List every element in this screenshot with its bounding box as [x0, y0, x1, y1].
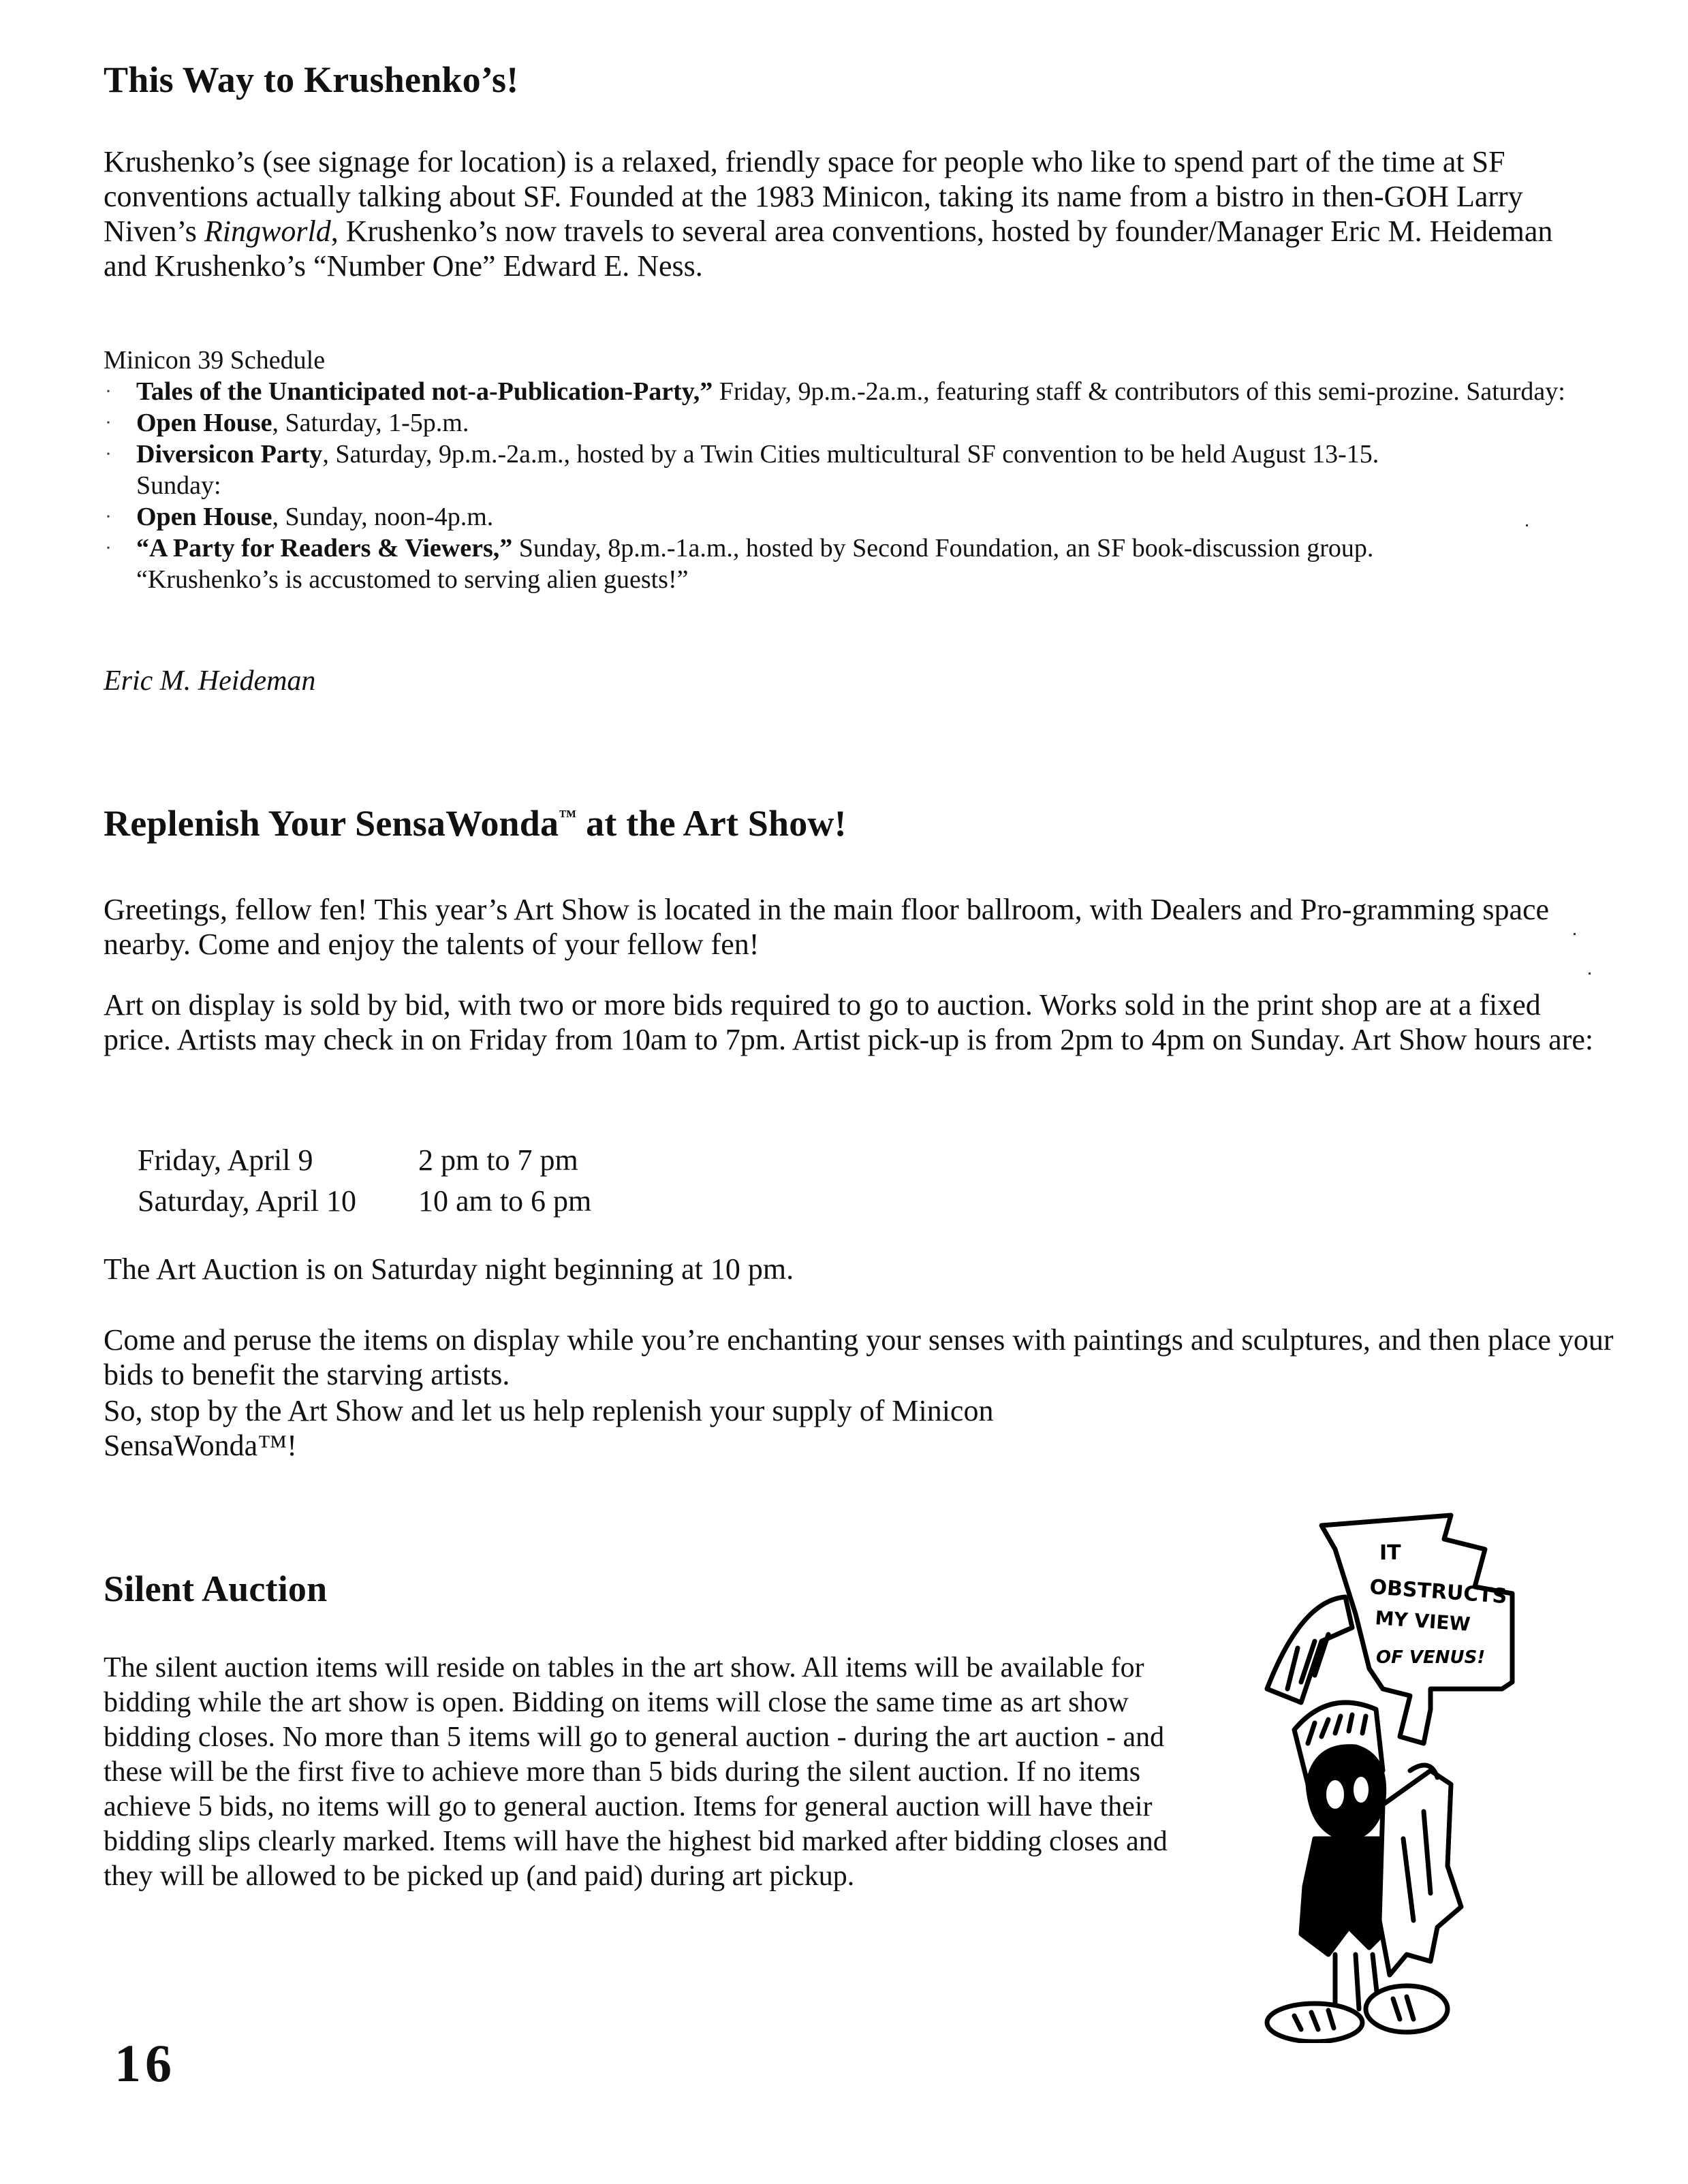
hours-day: Saturday, April 10 [138, 1184, 356, 1218]
scan-speck [1589, 972, 1591, 975]
minicon-schedule [104, 345, 1616, 595]
svg-text:OF VENUS!: OF VENUS! [1376, 1647, 1486, 1668]
schedule-item-detail: , Sunday, noon-4p.m. [272, 503, 494, 531]
schedule-item-name: “A Party for Readers & Viewers,” [136, 534, 513, 563]
art-show-heading [104, 802, 847, 844]
schedule-item [104, 501, 1616, 533]
schedule-item-name: Open House [136, 503, 272, 531]
alien-with-sign-icon [1226, 1485, 1608, 2043]
bullet-icon: · [105, 443, 112, 465]
intro-part2: , Krushenko’s now travels to several area conventions, hosted by founder/Manager Eric M. Heideman and Krushenko’s “Number One” Edward E. Ness. [104, 215, 1553, 283]
krushenkos-heading: This Way to Krushenko’s! [104, 59, 519, 100]
silent-auction-body: The silent auction items will reside on tables in the art show. All items will be available for bidding while the art show is open. Bidding on items will close the same time as art show bidding closes. No more than 5 items will go to general auction - during the art auction - and these will be the first five to achieve more than 5 bids during the silent auction. If no items achieve 5 bids, no items will go to general auction. Items for general auction will have their bidding slips clearly marked. Items will have the highest bid marked after bidding closes and they will be allowed to be picked up (and paid) during art pickup. [104, 1652, 1168, 1892]
schedule-item [104, 533, 1616, 564]
schedule-closing-quote: “Krushenko’s is accustomed to serving alien guests!” [136, 565, 689, 594]
art-show-greeting: Greetings, fellow fen! This year’s Art Show is located in the main floor ballroom, with Dealers and Pro-gramming space nearby. Come and enjoy the talents of your fellow fen! [104, 893, 1550, 961]
trademark-symbol: ™ [559, 806, 577, 826]
schedule-item-name: Diversicon Party [136, 440, 323, 469]
bullet-icon: · [105, 505, 112, 528]
svg-text:MY VIEW: MY VIEW [1374, 1607, 1471, 1636]
schedule-item [104, 439, 1616, 470]
schedule-item-detail: , Saturday, 1-5p.m. [272, 409, 469, 437]
schedule-title: Minicon 39 Schedule [104, 346, 326, 375]
heading-text-pre: Replenish Your SensaWonda [104, 803, 559, 844]
scan-speck [1526, 524, 1528, 526]
silent-auction-heading: Silent Auction [104, 1568, 328, 1609]
page-number: 16 [114, 2033, 176, 2093]
art-show-closing: So, stop by the Art Show and let us help replenish your supply of Minicon SensaWonda™! [104, 1394, 994, 1462]
schedule-item-detail: Sunday, 8p.m.-1a.m., hosted by Second Foundation, an SF book-discussion group. [512, 534, 1374, 563]
schedule-item-detail: Friday, 9p.m.-2a.m., featuring staff & contributors of this semi-prozine. Saturday: [713, 377, 1565, 406]
svg-text:IT: IT [1379, 1541, 1401, 1565]
hours-row [138, 1140, 591, 1181]
art-show-peruse: Come and peruse the items on display while you’re enchanting your senses with paintings and sculptures, and then place your bids to benefit the starving artists. [104, 1323, 1614, 1391]
hours-row [138, 1181, 591, 1222]
schedule-item-name: Tales of the Unanticipated not-a-Publication-Party,” [136, 377, 713, 406]
schedule-item [104, 407, 1616, 439]
bullet-icon: · [105, 380, 112, 402]
art-show-hours-table [138, 1140, 591, 1222]
schedule-item-name: Open House [136, 409, 272, 437]
alien-cartoon-illustration [1226, 1485, 1608, 2043]
hours-day: Friday, April 9 [138, 1143, 313, 1177]
schedule-item [104, 376, 1616, 407]
intro-part1: Krushenko’s (see signage for location) is a relaxed, friendly space for people who like to spend part of the time at SF conventions actually talking about SF. Founded at the 1983 Minicon, taking its name from a bistro in then-GOH Larry Niven’s [104, 145, 1523, 248]
hours-time: 2 pm to 7 pm [418, 1143, 578, 1177]
art-show-rules: Art on display is sold by bid, with two or more bids required to go to auction. Works sold in the print shop are at a fixed price. Artists may check in on Friday from 10am to 7pm. Artist pick-up is from 2pm to 4pm on Sunday. Art Show hours are: [104, 988, 1594, 1056]
hours-time: 10 am to 6 pm [418, 1184, 592, 1218]
art-auction-note: The Art Auction is on Saturday night beginning at 10 pm. [104, 1252, 794, 1286]
book-title: Ringworld [204, 215, 331, 248]
krushenkos-intro [104, 144, 1589, 283]
bullet-icon: · [105, 411, 112, 434]
scan-speck [1574, 933, 1576, 935]
schedule-day-label: Sunday: [136, 471, 221, 500]
svg-text:OBSTRUCTS: OBSTRUCTS [1369, 1575, 1508, 1609]
schedule-item-detail: , Saturday, 9p.m.-2a.m., hosted by a Twin Cities multicultural SF convention to be held August 13-15. [322, 440, 1379, 469]
author-signature: Eric M. Heideman [104, 665, 316, 697]
heading-text-post: at the Art Show! [576, 803, 847, 844]
schedule-list [104, 376, 1616, 595]
bullet-icon: · [105, 537, 112, 559]
